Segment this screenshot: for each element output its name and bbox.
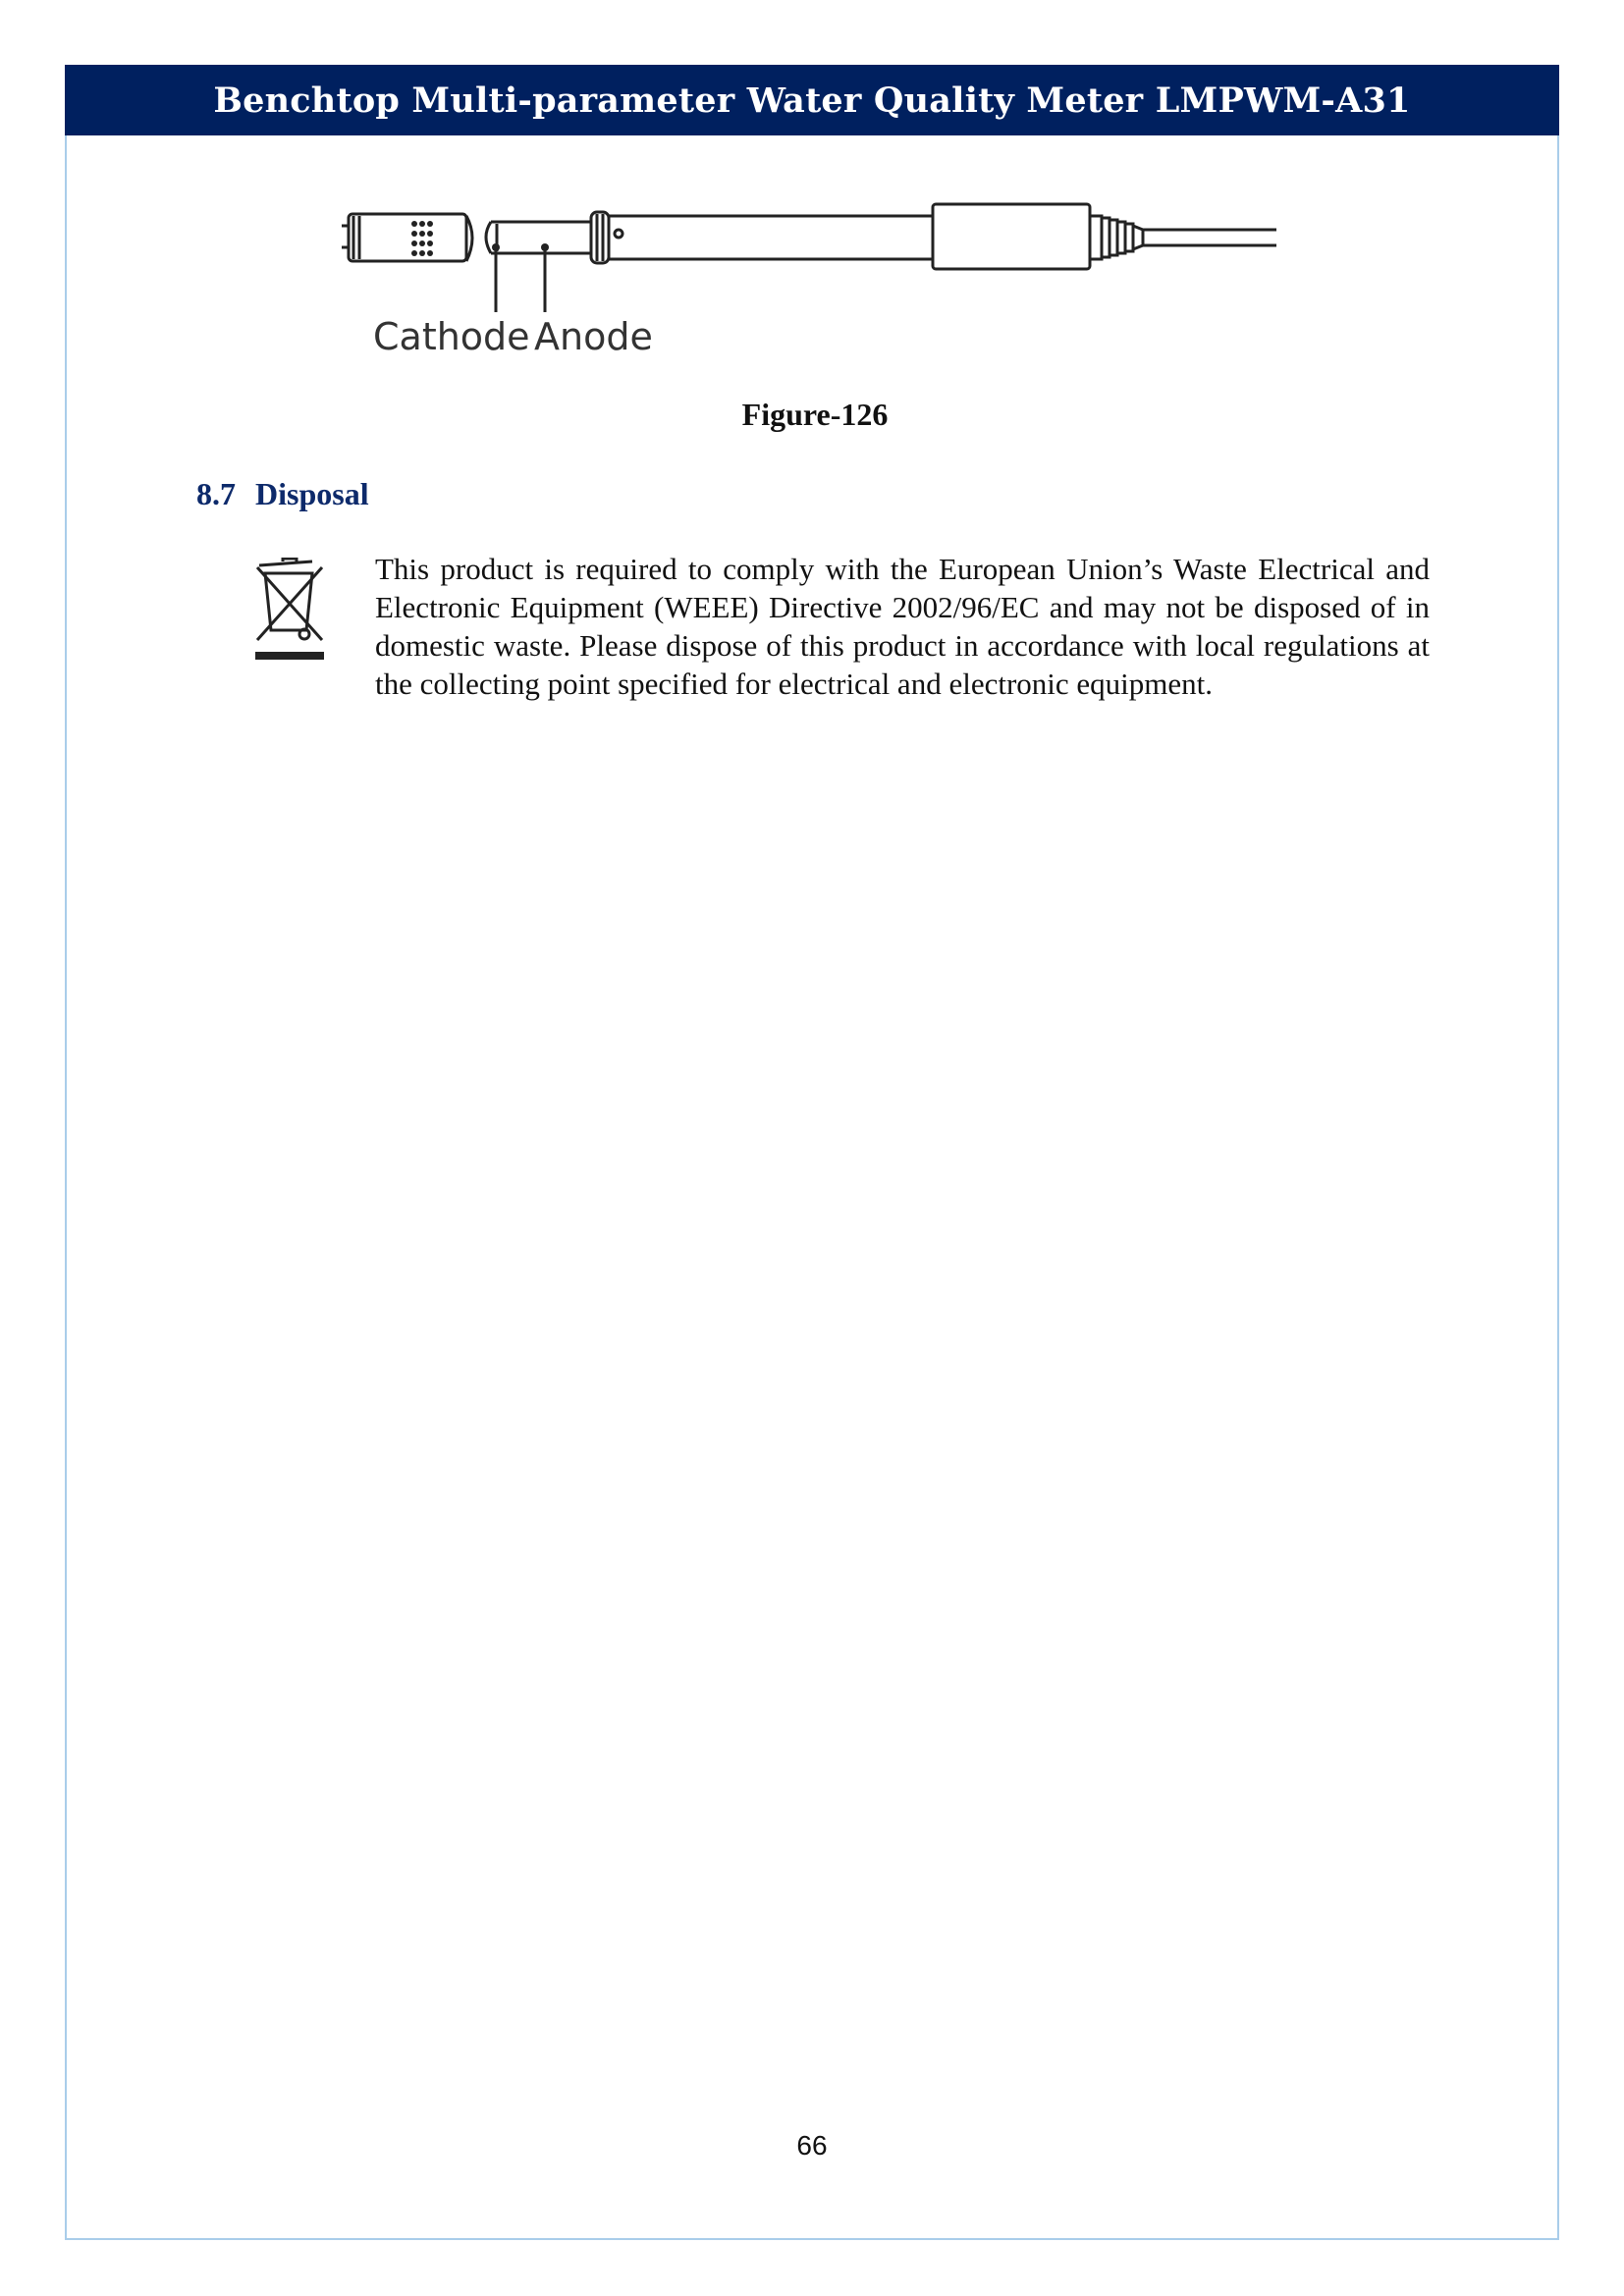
cathode-dot	[492, 243, 500, 251]
figure-caption: Figure-126	[741, 397, 889, 432]
electrode-body	[591, 204, 1276, 269]
page-header	[65, 65, 1559, 135]
cathode-label: Cathode	[373, 315, 530, 358]
header-title: Benchtop Multi-parameter Water Quality Meter LMPWM-A31	[213, 80, 1411, 121]
section-number: 8.7	[196, 476, 236, 511]
anode-label: Anode	[534, 315, 653, 358]
section-heading	[196, 476, 369, 512]
anode-dot	[541, 243, 549, 251]
weee-crossed-bin-icon	[253, 558, 332, 666]
page-frame	[65, 65, 1559, 2240]
electrode-tip	[486, 222, 594, 253]
disposal-paragraph: This product is required to comply with the European Union’s Waste Electrical and Electronic Equipment (WEEE) Directive 2002/96/EC and may not be disposed of in domestic waste. Please dispose of this product in accordance with local regulations at the collecting point specified for electrical and electronic equipment.	[375, 552, 1430, 701]
electrode-cap	[342, 214, 472, 261]
electrode-diagram	[334, 187, 1286, 373]
section-title: Disposal	[255, 476, 369, 511]
page-number: 66	[796, 2130, 828, 2161]
